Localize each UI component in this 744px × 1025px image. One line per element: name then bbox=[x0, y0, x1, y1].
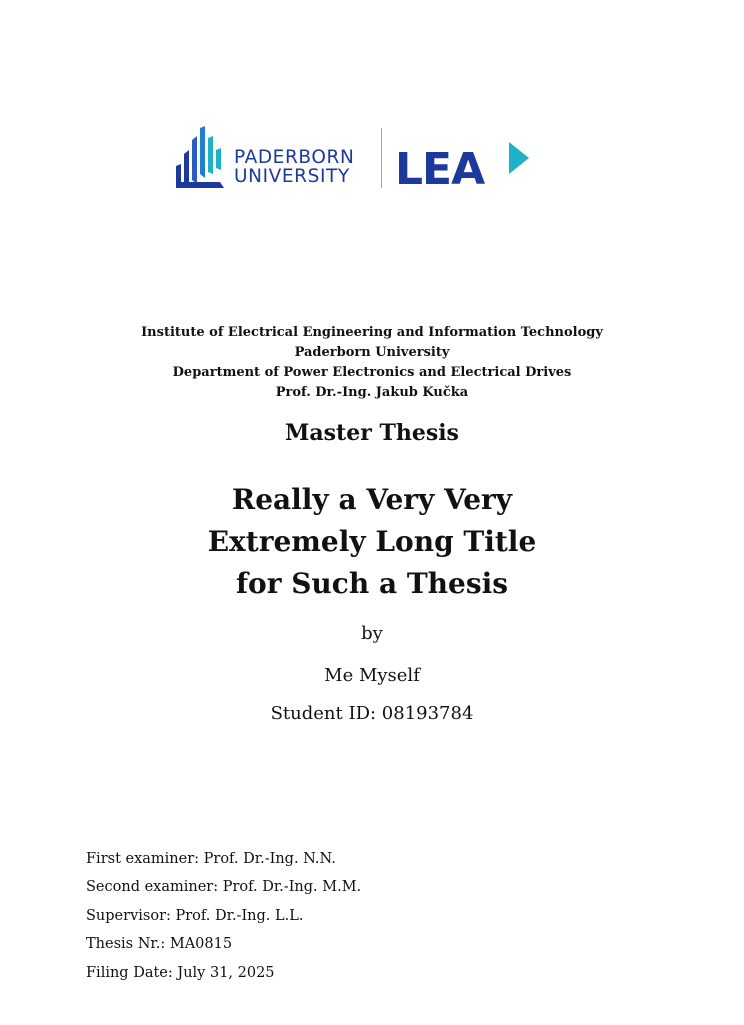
university-name bbox=[234, 148, 354, 186]
university-line: Paderborn University bbox=[294, 345, 450, 360]
institute-name: Institute of Electrical Engineering and Information Technology bbox=[141, 325, 603, 340]
by-label: by bbox=[361, 623, 383, 644]
thesis-type: Master Thesis bbox=[285, 420, 459, 446]
lea-logo-icon bbox=[395, 140, 530, 188]
author-name: Me Myself bbox=[324, 665, 420, 686]
thesis-title bbox=[0, 479, 744, 605]
title-line-2: Extremely Long Title bbox=[207, 525, 537, 558]
paderborn-university-logo-icon bbox=[176, 126, 224, 188]
thesis-metadata bbox=[86, 845, 361, 987]
department-line: Department of Power Electronics and Electrical Drives bbox=[172, 365, 572, 380]
institute-block bbox=[0, 323, 744, 403]
second-examiner: Second examiner: Prof. Dr.-Ing. M.M. bbox=[86, 879, 362, 896]
first-examiner: First examiner: Prof. Dr.-Ing. N.N. bbox=[86, 851, 336, 867]
logo-divider bbox=[381, 128, 382, 188]
title-line-3: for Such a Thesis bbox=[235, 567, 508, 600]
university-name-line2: UNIVERSITY bbox=[234, 166, 350, 187]
filing-date: Filing Date: July 31, 2025 bbox=[86, 964, 275, 981]
lea-logo-text: LEA bbox=[395, 144, 485, 188]
logo-header bbox=[176, 126, 536, 190]
supervisor: Supervisor: Prof. Dr.-Ing. L.L. bbox=[86, 907, 304, 924]
student-id: Student ID: 08193784 bbox=[270, 703, 474, 724]
thesis-number: Thesis Nr.: MA0815 bbox=[86, 936, 233, 953]
professor-line: Prof. Dr.-Ing. Jakub Kučka bbox=[275, 385, 469, 400]
title-line-1: Really a Very Very bbox=[231, 483, 513, 516]
university-name-line1: PADERBORN bbox=[234, 147, 355, 168]
